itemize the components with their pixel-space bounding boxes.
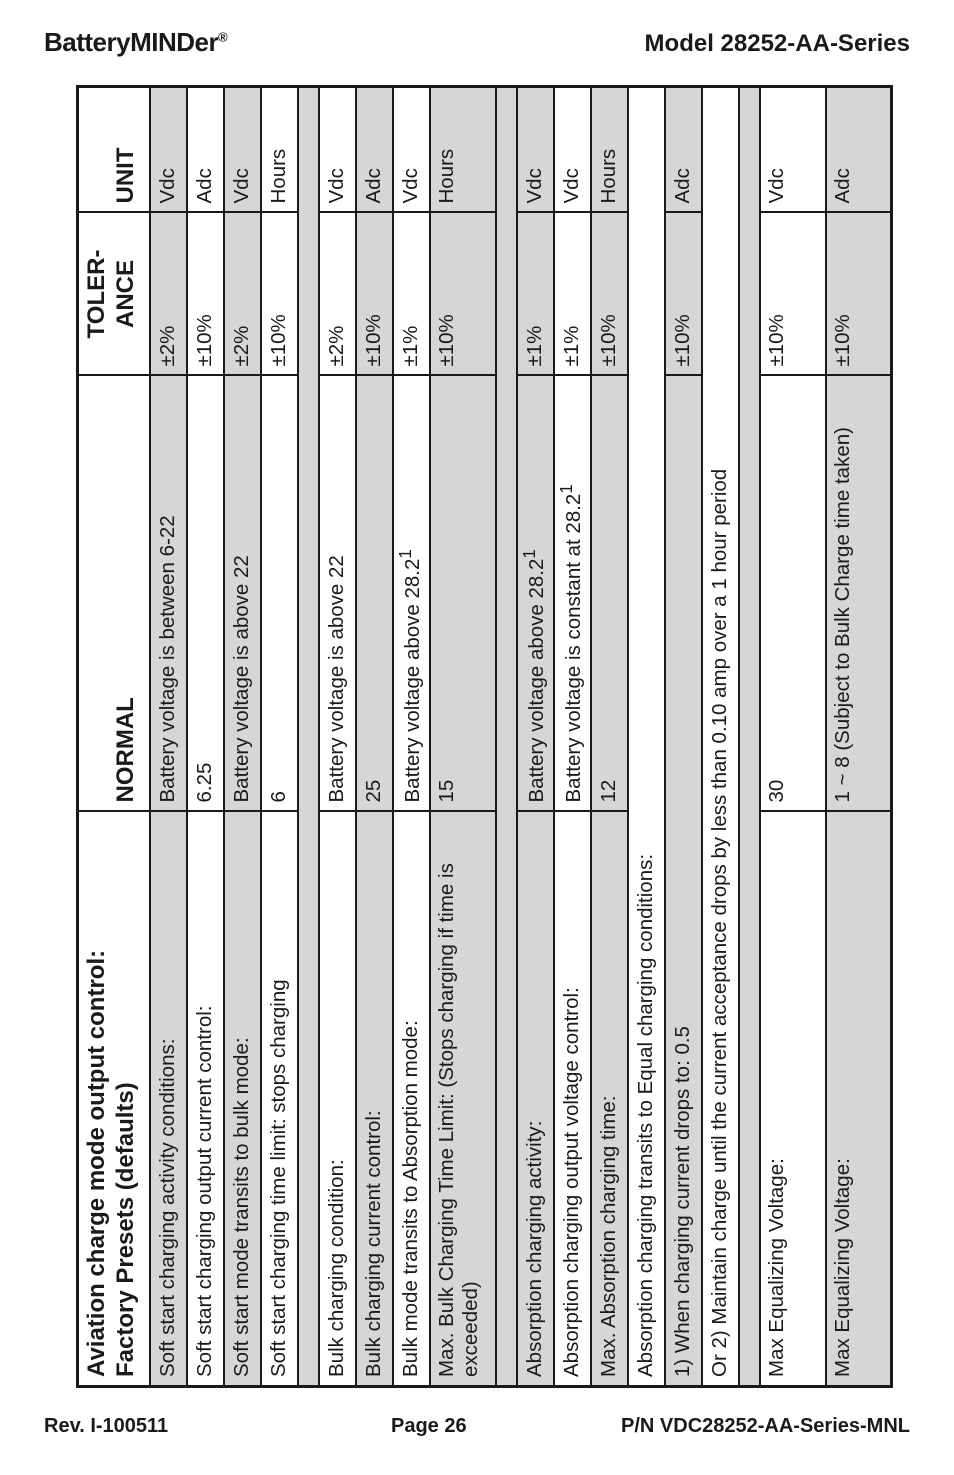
- table-row: [517, 87, 554, 1387]
- row-normal: 25: [356, 376, 393, 812]
- row-normal: 30: [760, 376, 826, 812]
- row-normal: [517, 376, 554, 812]
- row-normal: [393, 376, 430, 812]
- row-normal: 6: [261, 376, 298, 812]
- row-tol: ±10%: [261, 213, 298, 376]
- row-unit: Vdc: [554, 87, 591, 213]
- row-normal: 15: [430, 376, 496, 812]
- table-row: [628, 87, 665, 1387]
- row-tol: ±10%: [826, 213, 892, 376]
- row-desc: Max Equalizing Voltage:: [760, 812, 826, 1387]
- table-row: [261, 87, 298, 1387]
- row-tol: ±10%: [187, 213, 224, 376]
- row-tol: ±10%: [430, 213, 496, 376]
- row-tol: ±1%: [554, 213, 591, 376]
- row-desc: Bulk charging current control:: [356, 812, 393, 1387]
- row-unit: Hours: [430, 87, 496, 213]
- footnote-mark: 1: [520, 549, 540, 559]
- row-desc: Bulk charging condition:: [319, 812, 356, 1387]
- table-row: [224, 87, 261, 1387]
- header-desc-line1: Aviation charge mode output control:: [82, 949, 110, 1377]
- row-tol: ±1%: [517, 213, 554, 376]
- row-desc: Soft start charging activity conditions:: [150, 812, 187, 1387]
- table-row: [702, 87, 739, 1387]
- header-desc-line2: Factory Presets (defaults): [111, 1082, 139, 1377]
- table-spacer-row: [298, 87, 319, 1387]
- row-normal: 6.25: [187, 376, 224, 812]
- footnote-mark: 1: [396, 549, 416, 559]
- row-desc: Absorption charging activity:: [517, 812, 554, 1387]
- row-unit: Hours: [261, 87, 298, 213]
- row-desc: Max. Bulk Charging Time Limit: (Stops charging if time is exceeded): [430, 812, 496, 1387]
- row-unit: Vdc: [150, 87, 187, 213]
- table-row: [393, 87, 430, 1387]
- row-normal: [554, 376, 591, 812]
- row-unit: Vdc: [517, 87, 554, 213]
- table-row: [554, 87, 591, 1387]
- row-desc: Bulk mode transits to Absorption mode:: [393, 812, 430, 1387]
- row-unit: Vdc: [319, 87, 356, 213]
- row-unit: Adc: [665, 87, 702, 213]
- row-tol: ±2%: [319, 213, 356, 376]
- row-tol: ±2%: [150, 213, 187, 376]
- row-tol: ±10%: [591, 213, 628, 376]
- row-unit: Adc: [826, 87, 892, 213]
- header-tol-line2: ANCE: [111, 260, 139, 329]
- table-row: [150, 87, 187, 1387]
- table-spacer-row: [739, 87, 760, 1387]
- table-row: [356, 87, 393, 1387]
- table-row: [826, 87, 892, 1387]
- row-unit: Vdc: [760, 87, 826, 213]
- table-spacer-row: [496, 87, 517, 1387]
- row-unit: Vdc: [393, 87, 430, 213]
- row-desc: Soft start charging output current control:: [187, 812, 224, 1387]
- spacer-cell: [496, 87, 517, 1387]
- row-normal: Battery voltage is above 22: [224, 376, 261, 812]
- footnote-mark: 1: [557, 484, 577, 494]
- row-unit: Adc: [187, 87, 224, 213]
- row-normal: 1 ~ 8 (Subject to Bulk Charge time taken): [826, 376, 892, 812]
- row-desc: Max Equalizing Voltage:: [826, 812, 892, 1387]
- row-tol: ±2%: [224, 213, 261, 376]
- table-row: [187, 87, 224, 1387]
- header-description: [78, 812, 150, 1387]
- brand-name: BatteryMINDer: [44, 27, 219, 57]
- row-normal: 12: [591, 376, 628, 812]
- row-unit: Vdc: [224, 87, 261, 213]
- row-tol: ±10%: [356, 213, 393, 376]
- brand-logo: [44, 27, 227, 58]
- row-tol: ±1%: [393, 213, 430, 376]
- row-normal: Battery voltage is between 6-22: [150, 376, 187, 812]
- page-number: Page 26: [391, 1415, 467, 1437]
- table-row: [430, 87, 496, 1387]
- row-unit: Hours: [591, 87, 628, 213]
- settings-table-rotated: [76, 88, 878, 1388]
- table-row: [319, 87, 356, 1387]
- row-desc: Absorption charging output voltage control:: [554, 812, 591, 1387]
- part-number: P/N VDC28252-AA-Series-MNL: [621, 1415, 910, 1437]
- header-tol-line1: TOLER-: [82, 249, 110, 339]
- row-tol: ±10%: [665, 213, 702, 376]
- model-title: Model 28252-AA-Series: [644, 30, 910, 57]
- row-unit: Adc: [356, 87, 393, 213]
- row-tol: ±10%: [760, 213, 826, 376]
- normal-text: Battery voltage above 28.2: [525, 558, 549, 803]
- header-normal: NORMAL: [78, 376, 150, 812]
- row-desc: Soft start charging time limit: stops charging: [261, 812, 298, 1387]
- normal-text: Battery voltage above 28.2: [401, 558, 425, 803]
- row-normal: Battery voltage is above 22: [319, 376, 356, 812]
- charge-presets-table: [76, 85, 893, 1388]
- registered-mark: ®: [218, 29, 228, 45]
- table-row: [665, 87, 702, 1387]
- spacer-cell: [739, 87, 760, 1387]
- table-header-row: [78, 87, 150, 1387]
- row-desc-span: Or 2) Maintain charge until the current acceptance drops by less than 0.10 amp over a 1 hour period: [702, 87, 739, 1387]
- normal-text: Battery voltage is constant at 28.2: [562, 493, 586, 803]
- table-row: [760, 87, 826, 1387]
- row-desc-span: Absorption charging transits to Equal charging conditions:: [628, 87, 665, 1387]
- row-desc: Soft start mode transits to bulk mode:: [224, 812, 261, 1387]
- revision-label: Rev. I-100511: [44, 1415, 169, 1437]
- row-desc: Max. Absorption charging time:: [591, 812, 628, 1387]
- table-row: [591, 87, 628, 1387]
- spacer-cell: [298, 87, 319, 1387]
- row-desc-span: 1) When charging current drops to: 0.5: [665, 376, 702, 1387]
- header-tolerance: [78, 213, 150, 376]
- header-unit: UNIT: [78, 87, 150, 213]
